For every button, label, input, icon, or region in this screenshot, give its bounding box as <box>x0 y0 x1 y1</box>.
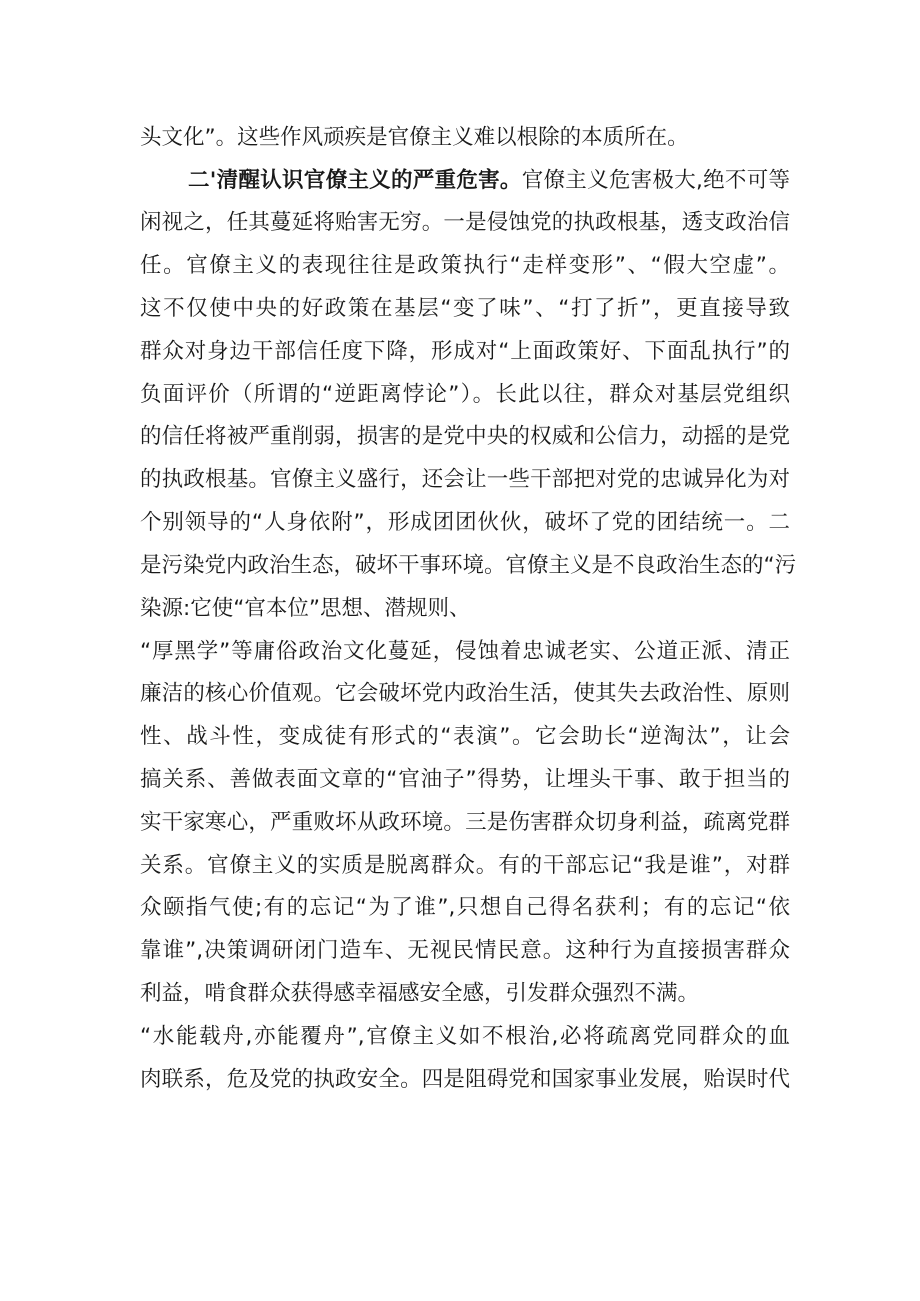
text-line: 的执政根基。官僚主义盛行，还会让一些干部把对党的忠诚异化为对 <box>140 467 790 492</box>
text-line: 头文化”。这些作风顽疾是官僚主义难以根除的本质所在。 <box>140 125 689 150</box>
text-line: 的信任将被严重削弱，损害的是党中央的权威和公信力，动摇的是党 <box>140 424 790 449</box>
text-line: 负面评价（所谓的“逆距离悖论”）。长此以往，群众对基层党组织 <box>140 382 790 407</box>
text-line: 利益，啃食群众获得感幸福感安全感，引发群众强烈不满。 <box>140 981 700 1006</box>
text-line: 性、战斗性，变成徒有形式的“表演”。它会助长“逆淘汰”，让会 <box>140 724 790 749</box>
text-line: 肉联系，危及党的执政安全。四是阻碍党和国家事业发展，贻误时代 <box>140 1067 790 1092</box>
text-line: 个别领导的“人身依附”，形成团团伙伙，破坏了党的团结统一。二 <box>140 510 790 535</box>
text-line: 闲视之，任其蔓延将贻害无穷。一是侵蚀党的执政根基，透支政治信 <box>140 210 790 235</box>
text-line: 群众对身边干部信任度下降，形成对“上面政策好、下面乱执行”的 <box>140 339 790 364</box>
text-line: “水能载舟,亦能覆舟”,官僚主义如不根治,必将疏离党同群众的血 <box>140 1024 790 1049</box>
text-line: 靠谁”,决策调研闭门造车、无视民情民意。这种行为直接损害群众 <box>140 938 790 963</box>
text-line: 这不仅使中央的好政策在基层“变了味”、“打了折”，更直接导致 <box>140 296 790 321</box>
section-heading: 二'清醒认识官僚主义的严重危害。 <box>188 168 522 193</box>
section-heading-text: 官僚主义危害极大,绝不可等 <box>521 168 790 193</box>
text-line: 廉洁的核心价值观。它会破坏党内政治生活，使其失去政治性、原则 <box>140 681 790 706</box>
text-line: 众颐指气使;有的忘记“为了谁”,只想自己得名获利；有的忘记“依 <box>140 895 790 920</box>
text-line: 实干家寒心，严重败坏从政环境。三是伤害群众切身利益，疏离党群 <box>140 810 790 835</box>
section-heading-line <box>188 161 790 201</box>
text-line: 关系。官僚主义的实质是脱离群众。有的干部忘记“我是谁”，对群 <box>140 853 790 878</box>
text-line: 任。官僚主义的表现往往是政策执行“走样变形”、“假大空虚”。 <box>140 253 790 278</box>
text-line: 染源:它使“官本位”思想、潜规则、 <box>140 596 471 621</box>
text-line: 搞关系、善做表面文章的“官油子”得势，让埋头干事、敢于担当的 <box>140 767 790 792</box>
text-line: “厚黑学”等庸俗政治文化蔓延，侵蚀着忠诚老实、公道正派、清正 <box>140 639 790 664</box>
text-line: 是污染党内政治生态，破坏干事环境。官僚主义是不良政治生态的“污 <box>140 553 797 578</box>
